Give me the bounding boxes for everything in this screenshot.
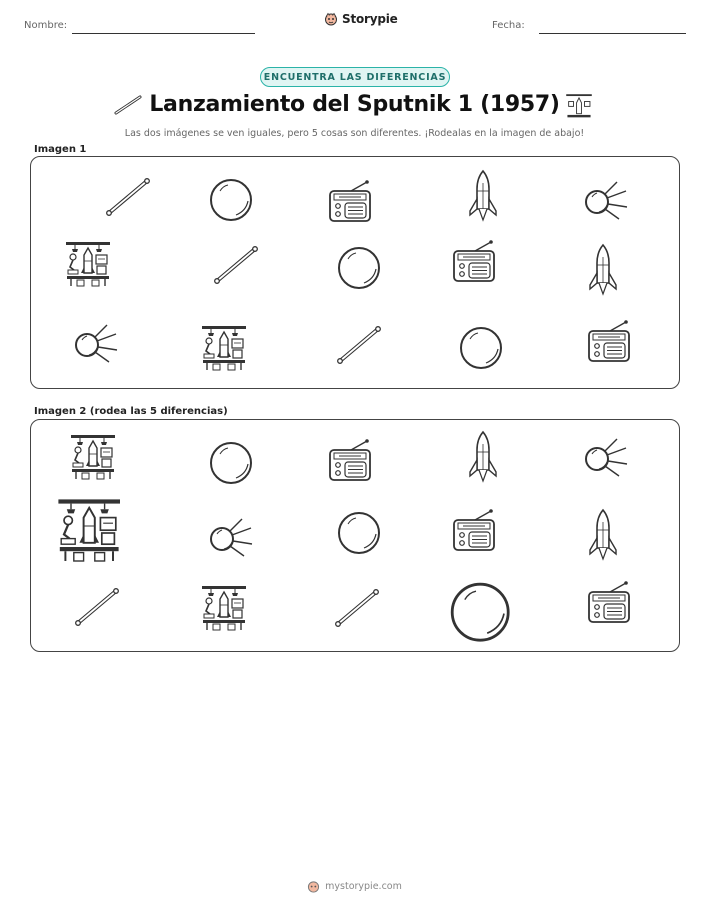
image2-panel[interactable] — [30, 419, 680, 652]
footer-url: mystorypie.com — [325, 881, 402, 892]
image1-label: Imagen 1 — [34, 144, 87, 155]
space-lab-icon — [201, 325, 247, 371]
radio-icon[interactable] — [586, 580, 632, 624]
sphere-icon — [336, 245, 382, 291]
radio-icon[interactable] — [451, 508, 497, 552]
worksheet-header — [0, 0, 709, 40]
sphere-icon[interactable] — [208, 440, 254, 486]
space-lab-icon[interactable] — [57, 498, 121, 562]
image1-panel — [30, 156, 680, 389]
image2-label: Imagen 2 (rodea las 5 diferencias) — [34, 406, 228, 417]
name-label: Nombre: — [24, 20, 68, 31]
radio-icon — [327, 179, 373, 223]
antenna-rod-icon — [211, 243, 261, 287]
sphere-icon[interactable] — [448, 580, 512, 644]
date-label: Fecha: — [492, 20, 525, 31]
radio-icon — [586, 319, 632, 363]
antenna-rod-icon[interactable] — [332, 586, 382, 630]
brand-name: Storypie — [342, 12, 398, 26]
activity-badge: ENCUENTRA LAS DIFERENCIAS — [260, 67, 450, 87]
space-lab-icon[interactable] — [70, 434, 116, 480]
storypie-mascot-icon — [307, 880, 320, 893]
page-title: Lanzamiento del Sputnik 1 (1957) — [149, 92, 560, 117]
radio-icon — [451, 239, 497, 283]
rocket-icon[interactable] — [466, 430, 500, 484]
antenna-rod-icon — [103, 175, 153, 219]
rocket-icon[interactable] — [586, 508, 620, 562]
rocket-icon — [466, 169, 500, 223]
sputnik-satellite-icon[interactable] — [583, 436, 629, 478]
footer — [0, 880, 709, 893]
rocket-icon — [586, 243, 620, 297]
sphere-icon — [458, 325, 504, 371]
space-lab-icon — [65, 241, 111, 287]
antenna-rod-icon — [334, 323, 384, 367]
space-lab-icon[interactable] — [201, 585, 247, 631]
sputnik-satellite-icon — [583, 179, 629, 221]
space-lab-icon — [562, 93, 596, 121]
instructions: Las dos imágenes se ven iguales, pero 5 cosas son diferentes. ¡Rodealas en la imagen de abajo! — [124, 128, 585, 139]
name-field[interactable] — [72, 33, 255, 34]
antenna-rod-icon[interactable] — [72, 585, 122, 629]
sphere-icon — [208, 177, 254, 223]
brand-logo — [324, 12, 398, 26]
sputnik-satellite-icon — [73, 322, 119, 364]
radio-icon[interactable] — [327, 438, 373, 482]
sphere-icon[interactable] — [336, 510, 382, 556]
date-field[interactable] — [539, 33, 686, 34]
sputnik-satellite-icon[interactable] — [208, 516, 254, 558]
storypie-mascot-icon — [324, 12, 338, 26]
